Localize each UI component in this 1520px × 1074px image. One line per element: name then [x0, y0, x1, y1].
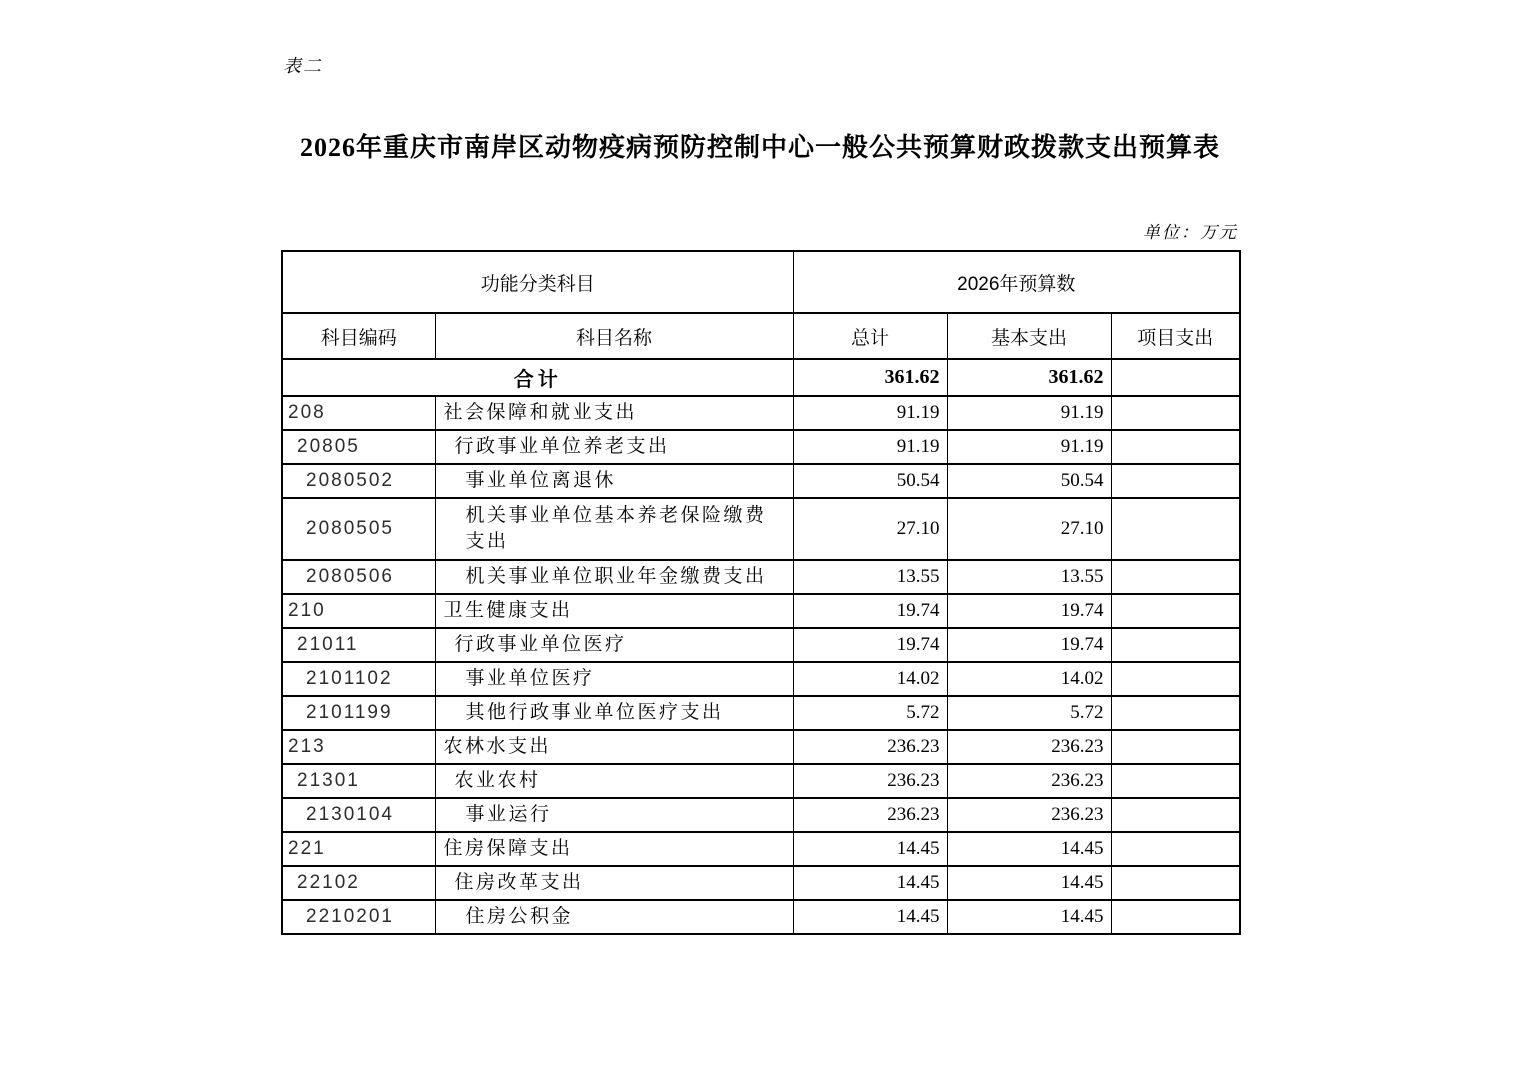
cell-subject-code: 2080502	[282, 464, 435, 498]
cell-basic: 91.19	[947, 430, 1111, 464]
cell-project	[1111, 396, 1240, 430]
cell-total: 14.45	[793, 866, 947, 900]
cell-subject-code: 22102	[282, 866, 435, 900]
cell-subject-name: 社会保障和就业支出	[435, 396, 793, 430]
cell-total: 236.23	[793, 730, 947, 764]
cell-subject-name: 行政事业单位养老支出	[435, 430, 793, 464]
cell-basic: 14.45	[947, 900, 1111, 934]
cell-basic: 91.19	[947, 396, 1111, 430]
table-row	[282, 730, 1240, 764]
cell-subject-code: 2130104	[282, 798, 435, 832]
cell-project	[1111, 560, 1240, 594]
table-row	[282, 498, 1240, 560]
page-title: 2026年重庆市南岸区动物疫病预防控制中心一般公共预算财政拨款支出预算表	[299, 133, 1220, 162]
cell-project	[1111, 900, 1240, 934]
cell-total: 14.45	[793, 832, 947, 866]
cell-project	[1111, 662, 1240, 696]
cell-subject-code: 208	[282, 396, 435, 430]
cell-basic: 236.23	[947, 764, 1111, 798]
table-row	[282, 900, 1240, 934]
cell-project	[1111, 764, 1240, 798]
cell-basic: 13.55	[947, 560, 1111, 594]
cell-project	[1111, 498, 1240, 560]
cell-subject-code: 2210201	[282, 900, 435, 934]
table-row	[282, 430, 1240, 464]
cell-basic: 19.74	[947, 594, 1111, 628]
header-col-total: 总计	[793, 313, 947, 359]
cell-basic: 19.74	[947, 628, 1111, 662]
cell-subject-code: 20805	[282, 430, 435, 464]
header-budget-group: 2026年预算数	[793, 251, 1240, 313]
cell-project	[1111, 832, 1240, 866]
total-label: 合计	[282, 359, 793, 396]
cell-total: 5.72	[793, 696, 947, 730]
budget-table	[281, 250, 1241, 935]
cell-subject-name: 农业农村	[435, 764, 793, 798]
cell-total: 14.02	[793, 662, 947, 696]
table-row	[282, 662, 1240, 696]
cell-subject-name: 其他行政事业单位医疗支出	[435, 696, 793, 730]
cell-subject-code: 221	[282, 832, 435, 866]
table-row	[282, 866, 1240, 900]
table-row	[282, 696, 1240, 730]
table-row	[282, 560, 1240, 594]
cell-total: 236.23	[793, 764, 947, 798]
header-col-code: 科目编码	[282, 313, 435, 359]
cell-subject-name: 行政事业单位医疗	[435, 628, 793, 662]
cell-total: 27.10	[793, 498, 947, 560]
cell-total: 91.19	[793, 430, 947, 464]
cell-subject-name: 住房保障支出	[435, 832, 793, 866]
cell-subject-code: 210	[282, 594, 435, 628]
table-row	[282, 594, 1240, 628]
cell-total: 14.45	[793, 900, 947, 934]
total-row	[282, 359, 1240, 396]
cell-basic: 236.23	[947, 730, 1111, 764]
cell-subject-name: 事业运行	[435, 798, 793, 832]
cell-project	[1111, 866, 1240, 900]
cell-total: 50.54	[793, 464, 947, 498]
cell-basic: 5.72	[947, 696, 1111, 730]
cell-project	[1111, 430, 1240, 464]
cell-total: 236.23	[793, 798, 947, 832]
table-row	[282, 396, 1240, 430]
table-row	[282, 764, 1240, 798]
cell-subject-name: 住房公积金	[435, 900, 793, 934]
cell-subject-code: 21011	[282, 628, 435, 662]
total-amount-project	[1111, 359, 1240, 396]
header-columns-row	[282, 313, 1240, 359]
cell-basic: 14.45	[947, 832, 1111, 866]
header-col-basic: 基本支出	[947, 313, 1111, 359]
cell-project	[1111, 628, 1240, 662]
cell-total: 91.19	[793, 396, 947, 430]
table-row	[282, 832, 1240, 866]
cell-subject-name: 卫生健康支出	[435, 594, 793, 628]
cell-subject-code: 21301	[282, 764, 435, 798]
cell-subject-code: 2080506	[282, 560, 435, 594]
cell-project	[1111, 696, 1240, 730]
table-number-label: 表二	[283, 56, 323, 76]
table-row	[282, 798, 1240, 832]
total-amount-total: 361.62	[793, 359, 947, 396]
unit-note: 单位：万元	[1143, 223, 1238, 242]
cell-basic: 14.45	[947, 866, 1111, 900]
header-group-row	[282, 251, 1240, 313]
cell-total: 13.55	[793, 560, 947, 594]
table-row	[282, 628, 1240, 662]
cell-subject-code: 2101199	[282, 696, 435, 730]
cell-project	[1111, 594, 1240, 628]
cell-project	[1111, 464, 1240, 498]
cell-subject-name: 住房改革支出	[435, 866, 793, 900]
total-amount-basic: 361.62	[947, 359, 1111, 396]
cell-basic: 236.23	[947, 798, 1111, 832]
header-function-group: 功能分类科目	[282, 251, 793, 313]
cell-subject-code: 2101102	[282, 662, 435, 696]
cell-project	[1111, 798, 1240, 832]
cell-basic: 50.54	[947, 464, 1111, 498]
cell-subject-name: 事业单位离退休	[435, 464, 793, 498]
cell-subject-code: 2080505	[282, 498, 435, 560]
table-row	[282, 464, 1240, 498]
cell-subject-name: 机关事业单位基本养老保险缴费支出	[435, 498, 793, 560]
cell-basic: 14.02	[947, 662, 1111, 696]
cell-subject-name: 农林水支出	[435, 730, 793, 764]
cell-total: 19.74	[793, 628, 947, 662]
cell-project	[1111, 730, 1240, 764]
header-col-name: 科目名称	[435, 313, 793, 359]
header-col-project: 项目支出	[1111, 313, 1240, 359]
cell-total: 19.74	[793, 594, 947, 628]
cell-subject-name: 机关事业单位职业年金缴费支出	[435, 560, 793, 594]
cell-subject-name: 事业单位医疗	[435, 662, 793, 696]
cell-subject-code: 213	[282, 730, 435, 764]
cell-basic: 27.10	[947, 498, 1111, 560]
